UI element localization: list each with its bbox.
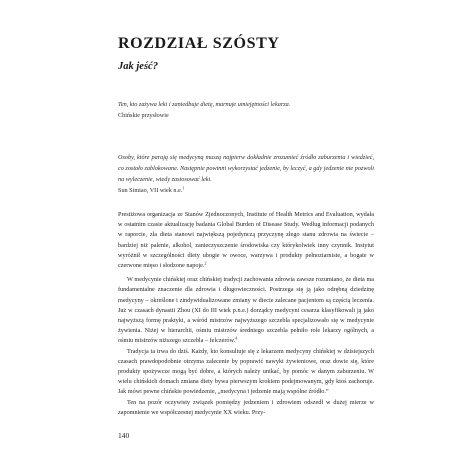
footnote-marker[interactable]: 1 xyxy=(182,185,185,191)
body-text xyxy=(118,210,374,418)
paragraph-2 xyxy=(118,275,374,346)
paragraph-4 xyxy=(118,398,374,418)
chapter-title: ROZDZIAŁ SZÓSTY xyxy=(118,35,280,52)
footnote-marker[interactable]: 4 xyxy=(235,335,238,341)
footnote-marker[interactable]: 2 xyxy=(204,260,207,266)
epigraph-source-label: Chińskie przysłowie xyxy=(118,112,169,119)
paragraph-text: W medycynie chińskiej oraz chińskiej tradycji zachowania zdrowia zawsze rozumiano, że dieta ma fundamentalne znaczenie dla zdrowia i długowieczności. Postrzega się ją jako odrębną dziedzinę medycyny – określone i zindywidualizowane zmiany w diecie zalecane pacjentom są częścią leczenia. Już w czasach dynastii Zhou (XI do III wiek p.n.e.) dorządcy medycyni cesarza klasyfikowali ją jako najwyższą formę praktyki, a wśród mistrzów najwyższego szczebla specjalizowało się w medycynie żywienia. Niżej w hierarchii, ośmiu mistrzów średniego szczebla pełniło role lekarzy ogólnych, a ośmiu mistrzów niższego szczebla – felczerów. xyxy=(118,276,374,345)
chapter-subtitle: Jak jeść? xyxy=(118,61,158,72)
epigraph-text: Ten, kto zażywa leki i zaniedbuje dietę, marnuje umiejętności lekarza. xyxy=(118,101,291,108)
epigraph-source xyxy=(118,110,374,121)
epigraph-text: Osoby, które parają się medycyną muszą najpierw dokładnie zrozumieć źródło zaburzenia i wiedzieć, co zostało zablokowane. Następnie powinni wykorzystać jedzenie, by leczyć, a gdy jedzenie nie pozwoli na wyleczenie, wtedy zastosować leki. xyxy=(118,154,374,183)
page-number: 140 xyxy=(118,431,130,440)
epigraph-source xyxy=(118,185,374,196)
paragraph-1 xyxy=(118,210,374,271)
paragraph-text: Prestiżowa organizacja ze Stanów Zjednoczonych, Institute of Health Metrics and Evaluation, wydała w ostatnim czasie aktualizację badania Global Burden of Disease Study. Według informacji podanych w raporcie, zła dieta stanowi największą pojedynczą przyczynę złego stanu zdrowia na świecie – bardziej niż palenie, alkohol, zanieczyszczenie środowiska czy którykolwiek inny czynnik. Instytut wyróżnił w szczególności diety ubogie w owoce, warzywa i produkty pełnoziarniste, a bogate w czerwone mięso i słodzone napoje. xyxy=(118,211,374,270)
paragraph-text: Tradycja ta trwa do dziś. Każdy, kto konsultuje się z lekarzem medycyny chińskiej w dzisiejszych czasach prawdopodobnie otrzyma zalecenie by poprawić nawyki żywieniowe, oraz dowie się, które produkty spożywcze mogą być dobre, a których należy unikać, by pomóc w danym zaburzeniu. W wielu chińskich domach zmiana diety bywa pierwszym krokiem podejmowanym, gdy ktoś zachoruje. Jak mówi pewne chińskie powiedzenie, „medycyna i jedzenie mają wspólne źródło.” xyxy=(118,347,374,396)
epigraph-1 xyxy=(118,99,374,121)
epigraph-source-label: Sun Simiao, VII wiek n.e. xyxy=(118,187,183,194)
paragraph-3 xyxy=(118,347,374,398)
epigraph-2 xyxy=(118,152,374,196)
paragraph-text: Ten na pozór oczywisty związek pomiędzy jedzeniem i zdrowiem odszedł w dużej mierze w zapomnienie we współczesnej medycynie XX wieku. Przy- xyxy=(118,398,374,416)
